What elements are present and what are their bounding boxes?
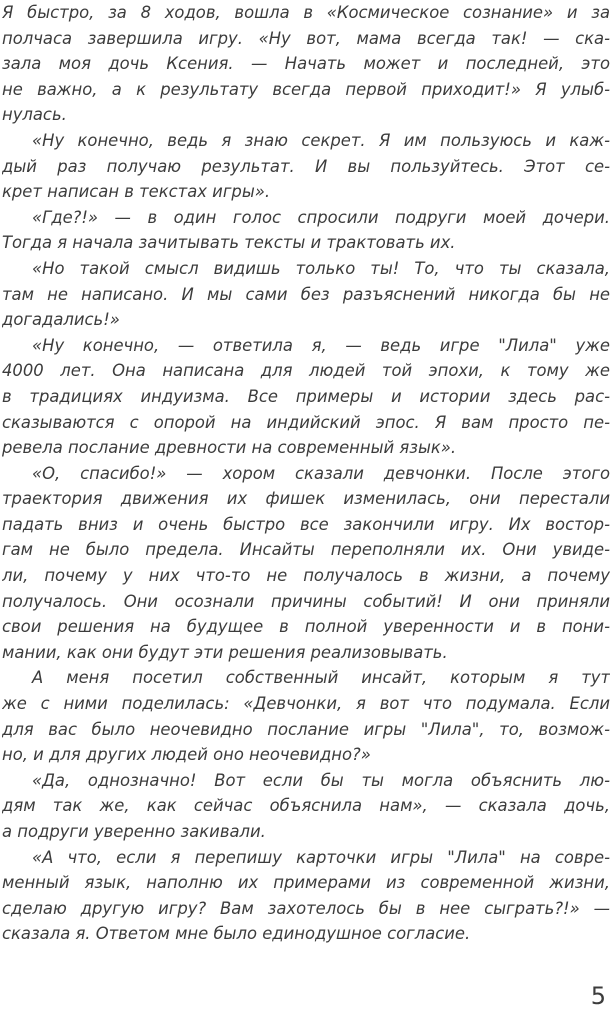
text-line: мании, как они будут эти решения реализовывать.: [2, 642, 448, 662]
text-line: гам не было предела. Инсайты переполняли их. Они увиде-: [2, 540, 610, 560]
text-line: А меня посетил собственный инсайт, которым я тут: [32, 668, 610, 688]
text-line: Тогда я начала зачитывать тексты и трактовать их.: [2, 233, 456, 253]
text-line: сделаю другую игру? Вам захотелось бы в нее сыграть?!» —: [2, 898, 610, 918]
text-line: дый раз получаю результат. И вы пользуйтесь. Этот се-: [2, 156, 610, 176]
text-line: Я быстро, за 8 ходов, вошла в «Космическое сознание» и за: [2, 3, 610, 22]
text-line: не важно, а к результату всегда первой приходит!» Я улыб-: [2, 79, 610, 99]
text-line: «А что, если я перепишу карточки игры "Лила" на совре-: [32, 847, 610, 867]
text-line: «Ну конечно, ведь я знаю секрет. Я им пользуюсь и каж-: [32, 130, 610, 150]
text-line: догадались!»: [2, 310, 120, 330]
text-line: нулась.: [2, 105, 67, 125]
text-line: траектория движения их фишек изменилась, они перестали: [2, 489, 610, 509]
text-line: полчаса завершила игру. «Ну вот, мама всегда так! — ска-: [2, 28, 610, 48]
text-line: в традициях индуизма. Все примеры и истории здесь рас-: [2, 386, 610, 406]
text-line: «О, спасибо!» — хором сказали девчонки. После этого: [32, 463, 610, 483]
text-line: ревела послание древности на современный язык».: [2, 438, 457, 458]
text-line: сказываются с опорой на индийский эпос. Я вам просто пе-: [2, 412, 610, 432]
text-line: сказала я. Ответом мне было единодушное согласие.: [2, 924, 471, 944]
text-line: «Да, однозначно! Вот если бы ты могла объяснить лю-: [32, 770, 610, 790]
text-line: «Где?!» — в один голос спросили подруги моей дочери.: [32, 207, 610, 227]
text-line: а подруги уверенно закивали.: [2, 822, 266, 841]
text-line: для вас было неочевидно послание игры "Лила", то, возмож-: [2, 719, 610, 739]
book-page: [2, 0, 610, 1017]
text-line: крет написан в текстах игры».: [2, 182, 271, 202]
text-line: получалось. Они осознали причины событий! И они приняли: [2, 591, 610, 611]
text-line: падать вниз и очень быстро все закончили игру. Их востор-: [2, 514, 610, 534]
text-line: «Но такой смысл видишь только ты! То, что ты сказала,: [32, 258, 610, 278]
text-line: менный язык, наполню их примерами из современной жизни,: [2, 873, 610, 893]
text-line: зала моя дочь Ксения. — Начать может и последней, это: [2, 54, 610, 74]
text-line: дям так же, как сейчас объяснила нам», — сказала дочь,: [2, 796, 610, 816]
text-line: свои решения на будущее в полной уверенности и в пони-: [2, 617, 610, 637]
page-number: 5: [590, 982, 606, 1010]
text-line: ли, почему у них что-то не получалось в жизни, а почему: [2, 566, 610, 586]
text-line: но, и для других людей оно неочевидно?»: [2, 745, 371, 765]
text-line: «Ну конечно, — ответила я, — ведь игре "Лила" уже: [32, 335, 610, 355]
text-line: там не написано. И мы сами без разъяснений никогда бы не: [2, 284, 610, 304]
text-line: 4000 лет. Она написана для людей той эпохи, к тому же: [2, 361, 610, 381]
body-text: [2, 0, 610, 947]
text-line: же с ними поделилась: «Девчонки, я вот что подумала. Если: [2, 694, 610, 714]
